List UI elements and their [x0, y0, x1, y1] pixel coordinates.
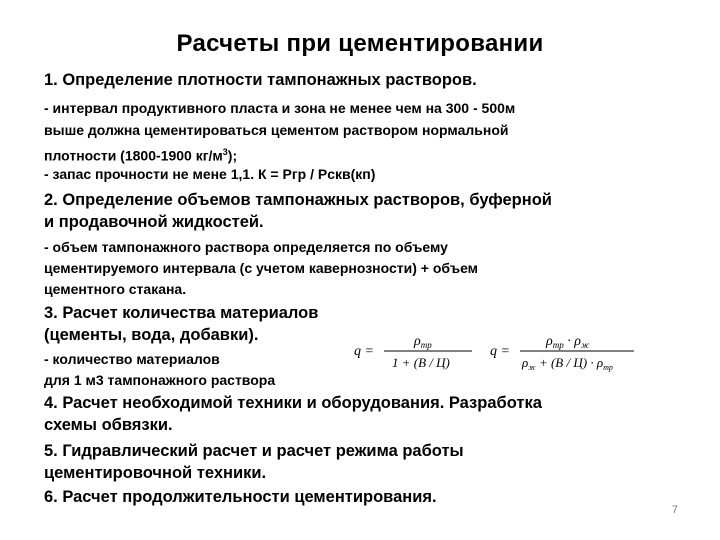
section-3-text-line: - количество материалов — [44, 351, 220, 367]
section-4-heading: 4. Расчет необходимой техники и оборудования. Разработка — [44, 394, 542, 412]
section-5-heading-cont: цементировочной техники. — [44, 464, 267, 482]
density-text: плотности (1800-1900 кг/м — [44, 147, 223, 164]
page-number: 7 — [671, 504, 678, 516]
section-5-heading: 5. Гидравлический расчет и расчет режима работы — [44, 442, 464, 460]
section-3-heading-cont: (цементы, вода, добавки). — [44, 326, 259, 344]
section-1-text-line: - интервал продуктивного пласта и зона не менее чем на 300 - 500м — [44, 100, 516, 116]
section-1-text-line: - запас прочности не мене 1,1. К = Ргр / Рскв(кп) — [44, 166, 376, 182]
formula-2-lhs: q = — [490, 344, 510, 359]
section-2-text-line: цементного стакана. — [44, 281, 187, 297]
section-4-heading-cont: схемы обвязки. — [44, 416, 173, 434]
superscript: 3 — [222, 147, 228, 157]
formula-2-denominator: $\rho_ж + (В / Ц) \cdot \rho_{тр}$ — [522, 355, 613, 372]
formula-1-denominator: 1 + (В / Ц) — [392, 355, 450, 370]
density-text-end: ); — [227, 147, 238, 164]
section-1-text-line: выше должна цементироваться цементом раствором нормальной — [44, 122, 509, 138]
section-3-text-line: для 1 м3 тампонажного раствора — [44, 372, 276, 388]
formula-1-lhs: q = — [354, 344, 374, 359]
section-3-heading: 3. Расчет количества материалов — [44, 304, 319, 322]
section-2-heading-cont: и продавочной жидкостей. — [44, 213, 264, 231]
section-2-text-line: цементируемого интервала (с учетом кавернозности) + объем — [44, 260, 479, 276]
formula-2-numerator: $\rho_{тр} \cdot \rho_ж$ — [546, 334, 590, 350]
section-6-heading: 6. Расчет продолжительности цементирования. — [44, 488, 437, 506]
section-1-text-line — [44, 142, 237, 166]
section-1-heading: 1. Определение плотности тампонажных растворов. — [44, 71, 477, 89]
slide-title: Расчеты при цементировании — [176, 30, 544, 57]
section-2-text-line: - объем тампонажного раствора определяется по объему — [44, 239, 448, 255]
section-2-heading: 2. Определение объемов тампонажных растворов, буферной — [44, 191, 552, 209]
formula-2 — [488, 325, 638, 375]
formula-1-numerator: $\rho_{тр}$ — [414, 334, 432, 350]
formula-1 — [352, 325, 477, 375]
